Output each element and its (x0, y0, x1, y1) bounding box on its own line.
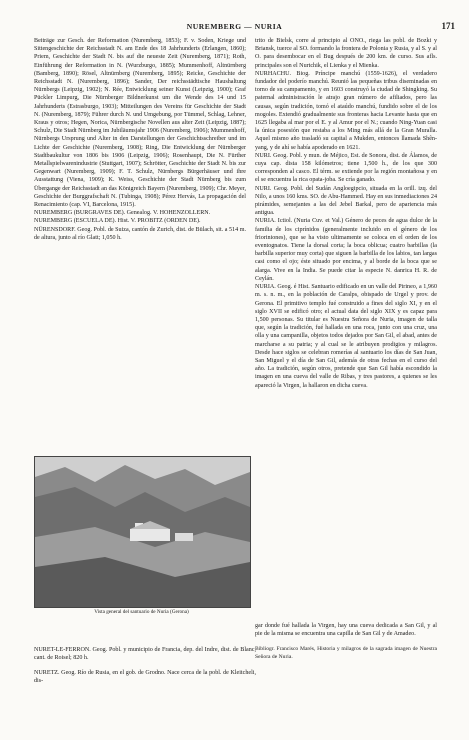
entry-nuria-continued: gar donde fué hallada la Virgen, hay una cueva dedicada a San Gil, y al pie de la misma se encuentra una capilla de San Gil y de Amadeo. (255, 623, 437, 638)
bottom-right-column (255, 616, 437, 667)
entry-nuretz: NURETZ. Geog. Río de Rusia, en el gob. de Grodno. Nace cerca de la pobl. de Kleitcheli, dis- (34, 669, 256, 684)
bottom-left-column (34, 640, 256, 691)
photo-image (35, 457, 250, 607)
entry-nuria-ictiol: NURIA. Ictiol. (Nuria Cuv. et Val.) Género de peces de agua dulce de la familia de los ciprínidos (generalmente incluido en el género de los frioriniones), que se ha visto ultimamente se coloca en el orden de los eventognatos. Tiene la dorsal corta; la boca oblicua; cuatro barbillas (la barbilla superior muy corta) que siguen la barbilla de los labios, tan largas casi como el ojo; éste situado por encima, y al borde de la boca que se alarga. Vive en la India. Se puede citar la especie N. danrica H. R. de Ceylán. (255, 218, 437, 282)
entry-nuria-geog: NURIA. Geog. é Hist. Santuario edificado en un valle del Pirineo, a 1,960 m. s. n. m., en la población de Caralps, obispado de Urgel y prov. de Gerona. El primitivo templo fué construido a fines del siglo XI, y en el siglo XVII se edificó otro; el actual data del siglo XIX y es capaz para 1,500 personas. Su titular es Nuestra Señora de Nuria, imagen de talla que, según la tradición, fué hallada en una roca, junto con una cruz, una olla y una campanilla, objetos todos dejados por San Gil, el abad, antes de marcharse a su patria; y al cual se le atribuyen prodigios y milagros. Desde hace siglos se celebran romerías al santuario los días de San Juan, San Miguel y el día de San Gil, además de otras fechas en el curso del año. La tradición, según otros, pretende que San Gil había escondido la imagen en una cueva del valle de Ribas, y tres pastores, a quienes se les apareció la Virgen, la hallaron en dicha cueva. (255, 284, 437, 389)
entry-escuela: NUREMBERG (ESCUELA DE). Hist. V. PROBITZ (ORDEN DE). (34, 218, 201, 225)
photo-caption: Vista general del santuario de Nuria (Gerona) (94, 609, 189, 615)
sanctuary-photo (34, 456, 251, 608)
bibliography-paragraph: Beiträge zur Gesch. der Reformation (Nuremberg, 1853); F. v. Soden, Kriege und Sittengeschichte der Reichsstadt N. am Ende des 18 Jahrhunderts (Erlangen, 1860); Priem, Geschichte der Stadt N. bis auf die neueste Zeit (Nuremberg, 1871); Roth, Einführung der Reformation in N. (Wurzburgo, 1885); Mummenhoff, Altnürnberg (Bamberg, 1890); Rösel, Altnürnberg (Nuremberg, 1895); Reicke, Geschichte der Reichsstadt N. (Nuremberg, 1896); Sander, Der reichsstädtische Haushaltung Nürnbergs (Leipzig, 1902); N. Rée, Entwicklung seiner Kunst (Leipzig, 1900); Graf Pückler Limpurg, Die Nürnberger Bildnerkunst um die Wende des 14 und 15 Jahrhunderts (Estrasburgo, 1903); Mitteilungen des Vereins für Geschichte der Stadt N. (Nuremberg, 1879); Führer durch N. und Umgebung, por Tümmel, Schlag, Lehner, Kraus y otros; Hegen, Norica, Nürnbergische Novellen aus alter Zeit (Leipzig, 1887); Schulz, Die Stadt Nürnberg im Jubiläumsjahr 1906 (Nuremberg, 1906); Mummenhoff, Nürnbergs Ursprung und Alter in den Darstellungen der Geschichtsschreiber und im Lichte der Geschichte (Nuremberg, 1908); Ring, Die Entwicklung der Nürnberger Stadtbaukultur von 1806 bis 1906 (Leipzig, 1906); Rosenhaupt, Die N. Fürther Metallspielwarenindustrie (Stuttgart, 1907); Schrötter, Geschichte der Stadt N. bis zur Gegenwart (Nuremberg, 1909); F. T. Schulz, Nürnbergs Bürgerhäuser und ihre Ausstattung (Viena, 1909); K. Weiss, Geschichte der Stadt Nürnberg bis zum Übergange der Reichsstadt an das Königreich Bayern (Nuremberg, 1909); Chr. Meyer, Geschichte der Burggrafschaft N. (Tubinga, 1908); Pérez Hervás, La propagación del Renacimiento (cap. VI, Barcelona, 1915). (34, 38, 246, 209)
entry-nurensdorf: NÜRENSDORF. Geog. Pobl. de Suiza, cantón de Zurich, dist. de Bülach, sit. a 514 m. de altura, junto al río Glatt; 1,050 h. (34, 226, 246, 241)
running-header (0, 22, 469, 36)
entry-nurhachu: NURHACHU. Biog. Príncipe manchú (1559-1626), el verdadero fundador del poderío manchú. Reunió las pequeñas tribus diseminadas en torno de su campamento, y en 1603 construyó la ciudad de Shingking. Su paternal administración le atrajo gran número de afiliados, pero las causas, según tradición, tomó el ataúdo manchú, fundido sobre el de los mogoles. Extendió gradualmente sus fronteras hacia Levante hasta que en 1625 llegaba al mar por el E. y al Amur por el N.; cuando Ning-Yuan casi la única posesión que restaba a los Ming más allá de la Gran Muralla. Aquel mismo año trasladó su capital a Mukden, entonces llamada Shên-yang, y de ahí se había apoderado en 1621. (255, 70, 437, 151)
entry-nuri-sudan: NURI. Geog. Pobl. del Sudán Angloegipcio, situada en la orill. izq. del Nilo, a unos 160 kms. SO. de Abu-Hammed. Hay en sus inmediaciones 24 pirámides, semejantes a las del Jebel Barkal, pero de apariencia más antigua. (255, 185, 437, 217)
entry-nuretz-continued: trito de Bielsk, corre al principio al ONO., riega las pobl. de Bozki y Briansk, tuerce al SO. formando la frontera de Polonia y Rusia, y al S. y al O. para desembocar en el Bug después de 200 km. de curso. Sus afls. principales son el Nurtchik, el Lienka y el Mienka. (255, 38, 437, 69)
bibliography-nuria: Bibliogr. Francisco Marés, Historia y milagros de la sagrada imagen de Nuestra Señora de Nuria. (255, 645, 437, 660)
entry-nuret-le-ferron: NURET-LE-FERRON. Geog. Pobl. y municipio de Francia, dep. del Indre, dist. de Blanc, cant. de Roisel; 820 h. (34, 647, 256, 662)
left-column (34, 37, 246, 242)
right-column (255, 37, 437, 390)
entry-burgraves: NUREMBERG (BURGRAVES DE). Genealog. V. HOHENZOLLERN. (34, 210, 211, 217)
entry-nuri-mexico: NURI. Geog. Pobl. y mun. de Méjico, Est. de Sonora, dist. de Álamos, de cuya cap. dista 158 kilómetros; tiene 1,500 h., de los que 300 corresponden al casco. El térm. se extiende por la región montañosa y en el se encuentra la rica opata-joba. Se cría ganado. (255, 152, 437, 184)
page-number: 171 (441, 21, 455, 31)
page-header-title: NUREMBERG — NURIA (186, 22, 283, 31)
